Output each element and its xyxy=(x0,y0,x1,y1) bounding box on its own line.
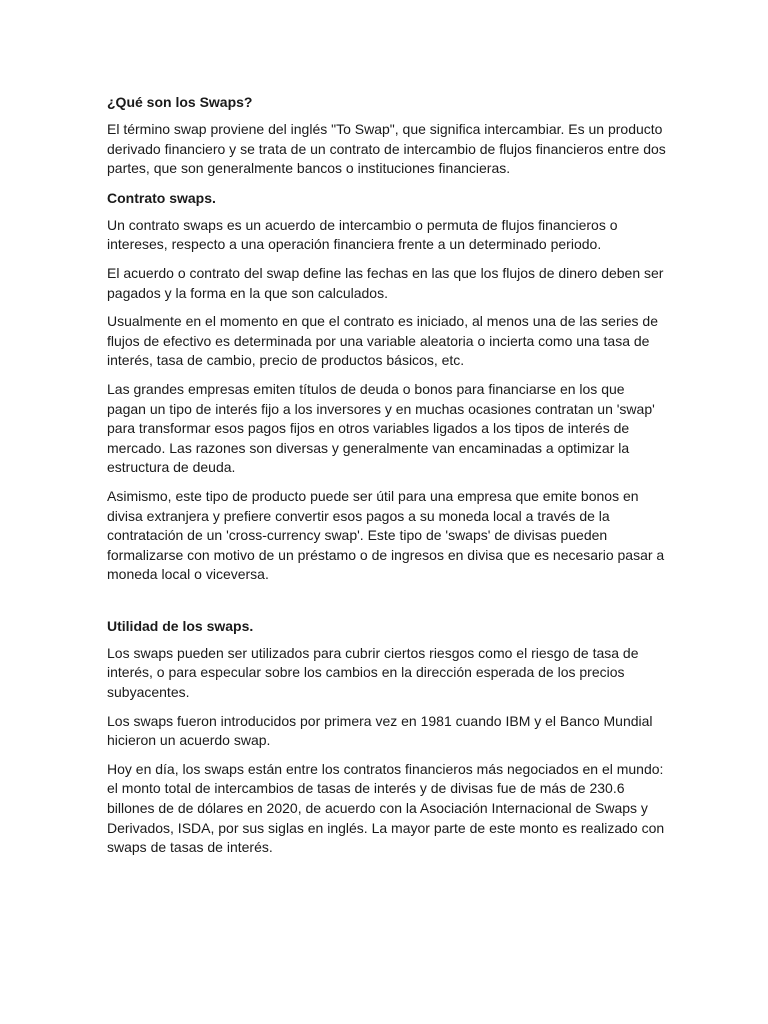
heading-contrato-swaps: Contrato swaps. xyxy=(107,189,216,206)
heading-utilidad-swaps: Utilidad de los swaps. xyxy=(107,617,254,634)
paragraph-utilidad-2: Los swaps fueron introducidos por primera vez en 1981 cuando IBM y el Banco Mundial hicieron un acuerdo swap. xyxy=(107,712,653,749)
paragraph-utilidad-1: Los swaps pueden ser utilizados para cubrir ciertos riesgos como el riesgo de tasa de interés, o para especular sobre los cambios en la dirección esperada de los precios subyacentes. xyxy=(107,644,639,701)
paragraph-contrato-3: Usualmente en el momento en que el contrato es iniciado, al menos una de las series de flujos de efectivo es determinada por una variable aleatoria o incierta como una tasa de interés, tasa de cambio, precio de productos básicos, etc. xyxy=(107,313,658,369)
paragraph-contrato-1: Un contrato swaps es un acuerdo de intercambio o permuta de flujos financieros o intereses, respecto a una operación financiera frente a un determinado periodo. xyxy=(107,216,618,253)
paragraph-definition: El término swap proviene del inglés "To Swap", que significa intercambiar. Es un producto derivado financiero y se trata de un contrato de intercambio de flujos financieros entre dos partes, que son generalmente bancos o instituciones financieras. xyxy=(107,121,666,177)
heading-que-son-swaps: ¿Qué son los Swaps? xyxy=(107,94,253,110)
paragraph-contrato-5: Asimismo, este tipo de producto puede ser útil para una empresa que emite bonos en divisa extranjera y prefiere convertir esos pagos a su moneda local a través de la contratación de un 'cross-currency swap'. Este tipo de 'swaps' de divisas pueden formalizarse con motivo de un préstamo o de ingresos en divisa que es necesario pasar a moneda local o viceversa. xyxy=(107,487,665,583)
section-spacer xyxy=(107,594,667,616)
document-page xyxy=(107,92,667,867)
paragraph-utilidad-3: Hoy en día, los swaps están entre los contratos financieros más negociados en el mundo: el monto total de intercambios de tasas de interés y de divisas fue de más de 230.6 billones de de dólares en 2020, de acuerdo con la Asociación Internacional de Swaps y Derivados, ISDA, por sus siglas en inglés. La mayor parte de este monto es realizado con swaps de tasas de interés. xyxy=(107,760,665,856)
paragraph-contrato-2: El acuerdo o contrato del swap define las fechas en las que los flujos de dinero deben ser pagados y la forma en la que son calculados. xyxy=(107,264,664,301)
paragraph-contrato-4: Las grandes empresas emiten títulos de deuda o bonos para financiarse en los que pagan un tipo de interés fijo a los inversores y en muchas ocasiones contratan un 'swap' para transformar esos pagos fijos en otros variables ligados a los tipos de interés de mercado. Las razones son diversas y generalmente van encaminadas a optimizar la estructura de deuda. xyxy=(107,380,655,476)
